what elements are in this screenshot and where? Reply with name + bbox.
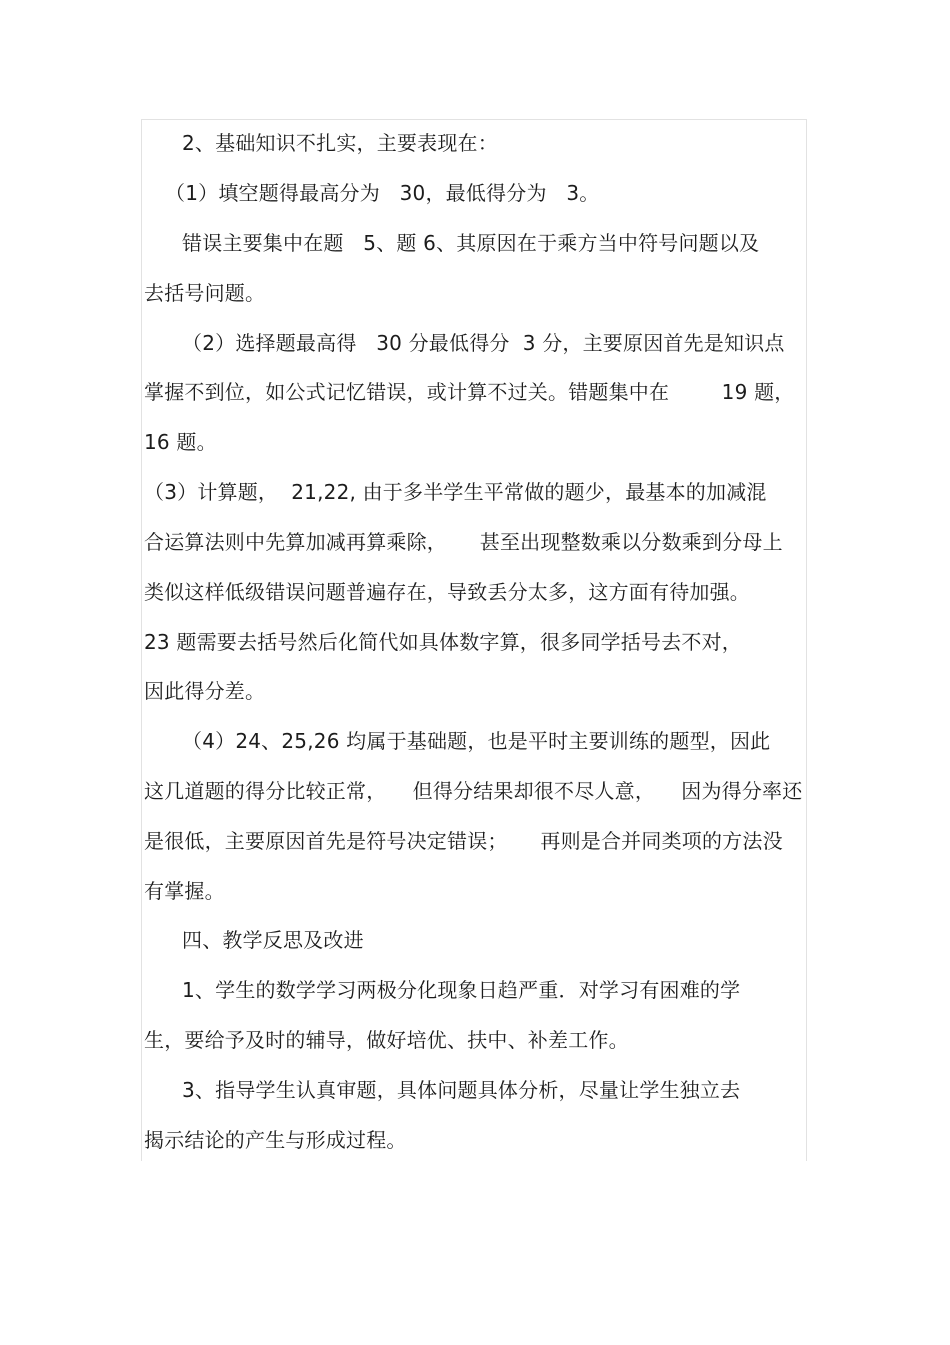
- text-line: 去括号问题。: [144, 281, 266, 305]
- text-line: 合运算法则中先算加减再算乘除， 甚至出现整数乘以分数乘到分母上: [144, 530, 783, 554]
- text-line: 这几道题的得分比较正常， 但得分结果却很不尽人意， 因为得分率还: [144, 779, 803, 803]
- text-line: 3、指导学生认真审题，具体问题具体分析，尽量让学生独立去: [182, 1078, 741, 1102]
- text-line: 类似这样低级错误问题普遍存在，导致丢分太多，这方面有待加强。: [144, 580, 750, 604]
- text-line: 23 题需要去括号然后化简代如具体数字算，很多同学括号去不对，: [144, 630, 743, 654]
- text-line: 有掌握。: [144, 879, 225, 903]
- text-line: （3）计算题， 21,22, 由于多半学生平常做的题少，最基本的加减混: [144, 480, 767, 504]
- text-line: 是很低，主要原因首先是符号决定错误； 再则是合并同类项的方法没: [144, 829, 783, 853]
- text-line: （4）24、25,26 均属于基础题，也是平时主要训练的题型，因此: [182, 729, 771, 753]
- page-border-left: [141, 119, 142, 1161]
- text-line: 揭示结论的产生与形成过程。: [144, 1128, 407, 1152]
- page-border-right: [806, 119, 807, 1161]
- text-line: 2、基础知识不扎实，主要表现在：: [182, 131, 498, 155]
- text-line: 16 题。: [144, 430, 217, 454]
- text-line: （1）填空题得最高分为 30，最低得分为 3。: [165, 181, 600, 205]
- text-line: 1、学生的数学学习两极分化现象日趋严重．对学习有困难的学: [182, 978, 741, 1002]
- text-line: （2）选择题最高得 30 分最低得分 3 分，主要原因首先是知识点: [182, 331, 785, 355]
- section-heading: 四、教学反思及改进: [182, 928, 364, 952]
- page-border-top: [141, 119, 807, 120]
- text-line: 生，要给予及时的辅导，做好培优、扶中、补差工作。: [144, 1028, 629, 1052]
- text-line: 错误主要集中在题 5、题 6、其原因在于乘方当中符号问题以及: [182, 231, 760, 255]
- text-line: 掌握不到位，如公式记忆错误，或计算不过关。错题集中在 19 题，: [144, 380, 795, 404]
- text-line: 因此得分差。: [144, 679, 266, 703]
